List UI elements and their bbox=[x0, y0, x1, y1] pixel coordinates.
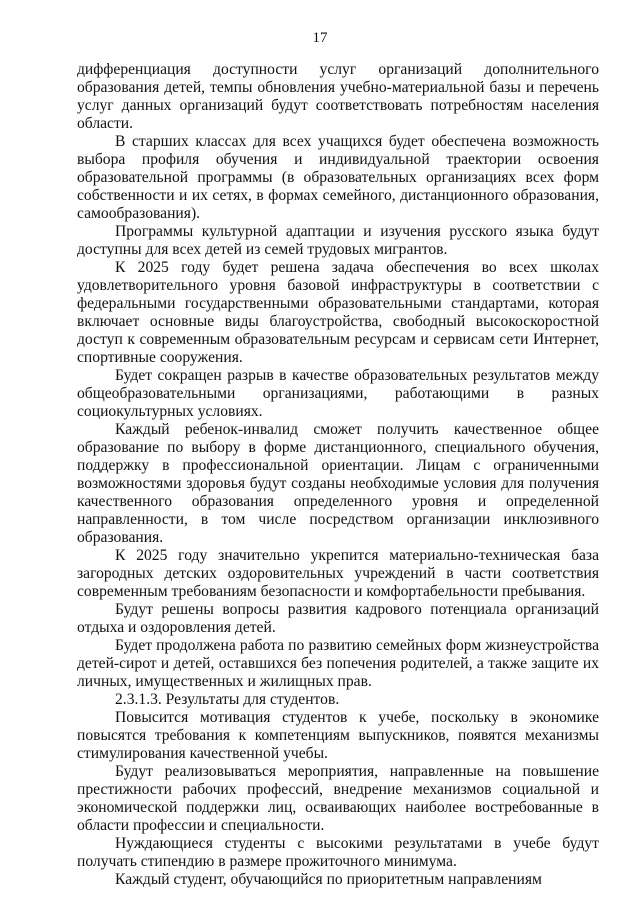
page-body bbox=[77, 61, 599, 889]
paragraph: Будут решены вопросы развития кадрового потенциала организаций отдыха и оздоровления детей. bbox=[77, 601, 599, 636]
paragraph: Повысится мотивация студентов к учебе, поскольку в экономике повысятся требования к компетенциям выпускников, появятся механизмы стимулирования качественной учебы. bbox=[77, 709, 599, 762]
paragraph: К 2025 году значительно укрепится материально-техническая база загородных детских оздоровительных учреждений в части соответствия современным требованиям безопасности и комфортабельности пребывания. bbox=[77, 547, 599, 600]
section-heading: 2.3.1.3. Результаты для студентов. bbox=[115, 691, 340, 708]
paragraph: К 2025 году будет решена задача обеспечения во всех школах удовлетворительного уровня базовой инфраструктуры в соответствии с федеральными государственными образовательными стандартами, которая включает основные виды благоустройства, свободный высокоскоростной доступ к современным образовательным ресурсам и сервисам сети Интернет, спортивные сооружения. bbox=[77, 259, 599, 366]
paragraph: Будет продолжена работа по развитию семейных форм жизнеустройства детей-сирот и детей, оставшихся без попечения родителей, а также защите их личных, имущественных и жилищных прав. bbox=[77, 637, 599, 690]
paragraph: В старших классах для всех учащихся будет обеспечена возможность выбора профиля обучения и индивидуальной траектории освоения образовательной программы (в образовательных организациях всех форм собственности и их сетях, в формах семейного, дистанционного образования, самообразования). bbox=[77, 133, 599, 222]
paragraph: Программы культурной адаптации и изучения русского языка будут доступны для всех детей из семей трудовых мигрантов. bbox=[77, 223, 599, 258]
paragraph: дифференциация доступности услуг организаций дополнительного образования детей, темпы обновления учебно-материальной базы и перечень услуг данных организаций будут соответствовать потребностям населения области. bbox=[77, 61, 599, 132]
paragraph: Каждый ребенок-инвалид сможет получить качественное общее образование по выбору в форме дистанционного, специального обучения, поддержку в профессиональной ориентации. Лицам с ограниченными возможностями здоровья будут созданы необходимые условия для получения качественного образования определенного уровня и определенной направленности, в том числе посредством организации инклюзивного образования. bbox=[77, 421, 599, 546]
paragraph: Нуждающиеся студенты с высокими результатами в учебе будут получать стипендию в размере прожиточного минимума. bbox=[77, 835, 599, 870]
paragraph: Будет сокращен разрыв в качестве образовательных результатов между общеобразовательными организациями, работающими в разных социокультурных условиях. bbox=[77, 367, 599, 420]
page-number: 17 bbox=[312, 30, 328, 46]
paragraph: Будут реализовываться мероприятия, направленные на повышение престижности рабочих профессий, внедрение механизмов социальной и экономической поддержки лиц, осваивающих наиболее востребованные в области профессии и специальности. bbox=[77, 763, 599, 834]
paragraph: Каждый студент, обучающийся по приоритетным направлениям bbox=[115, 871, 542, 888]
